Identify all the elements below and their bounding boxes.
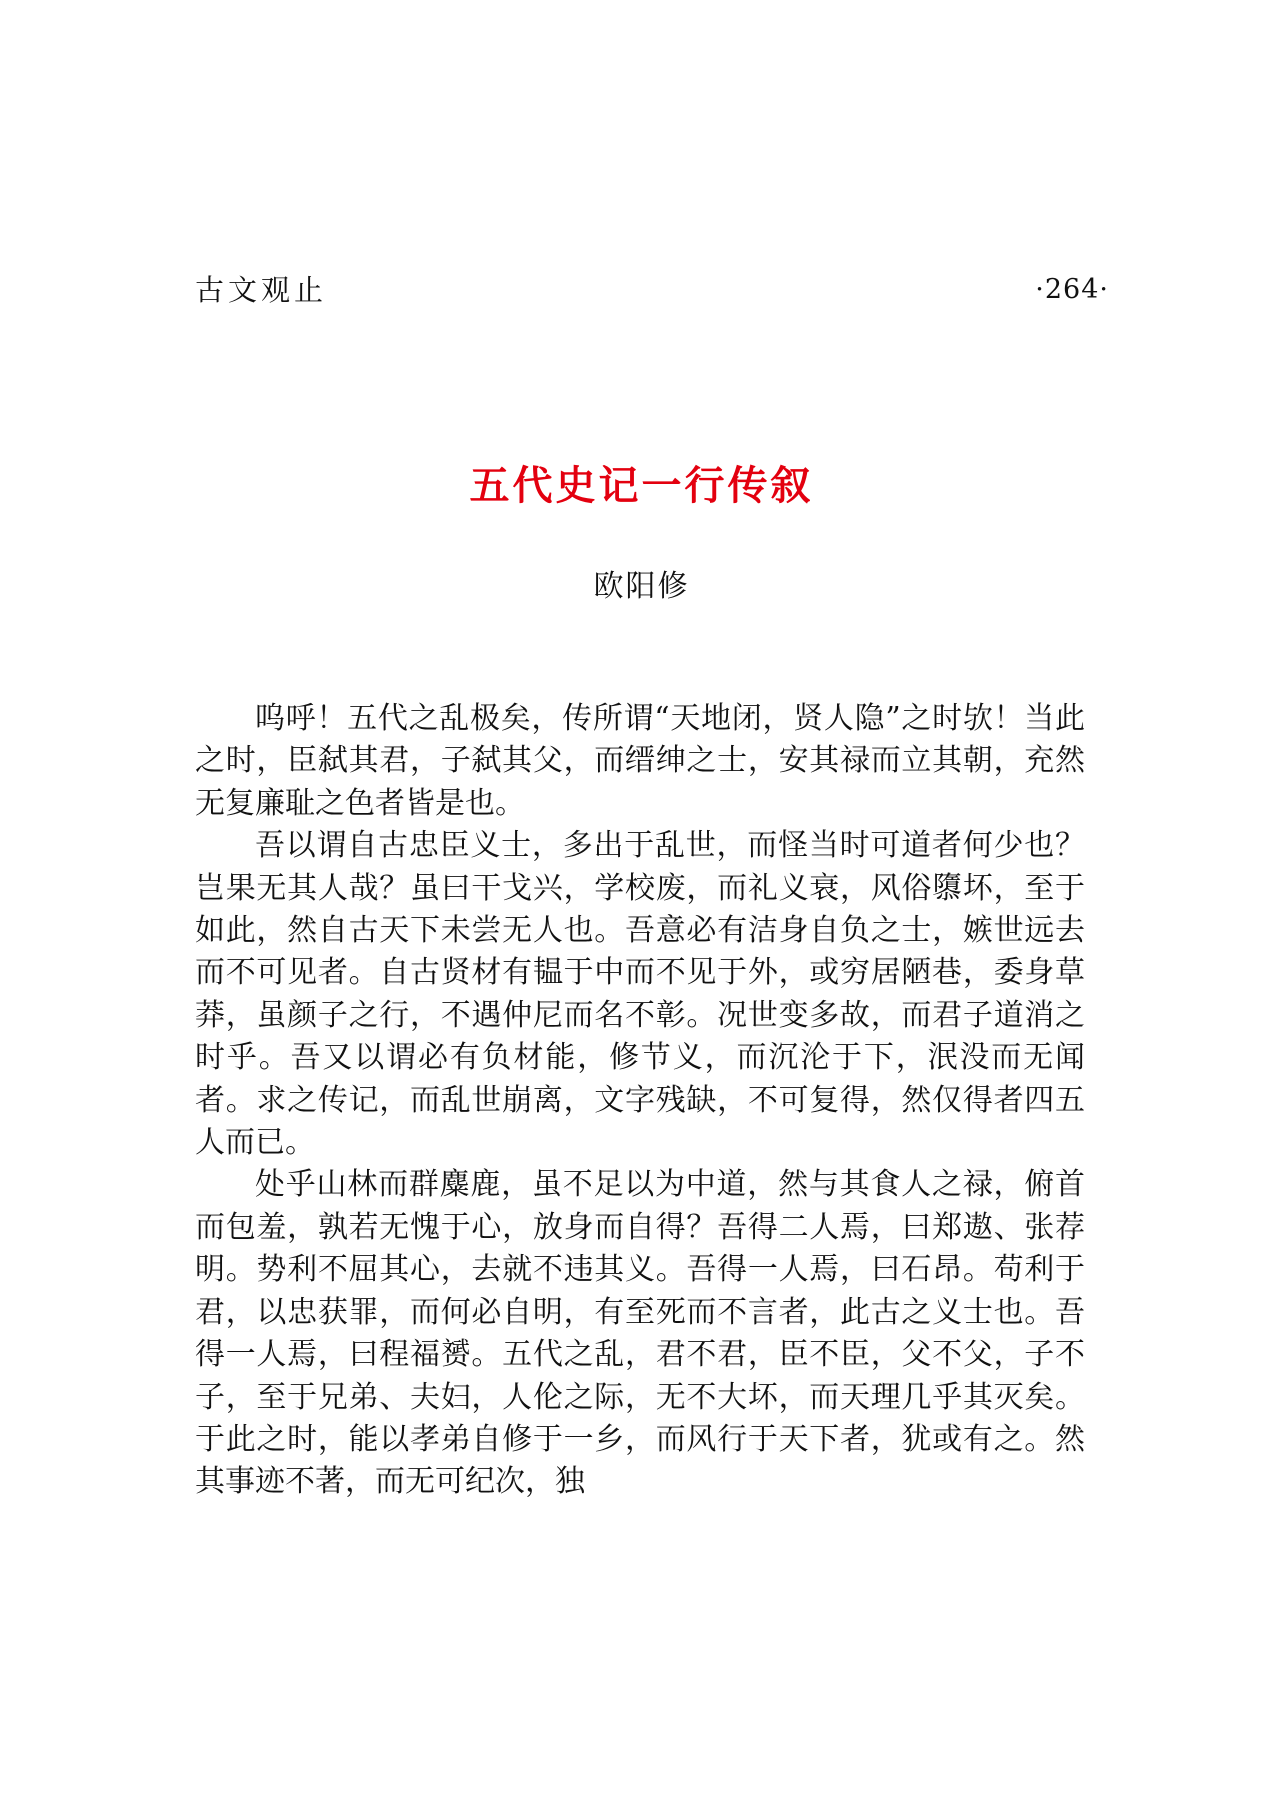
paragraph: 处乎山林而群麋鹿，虽不足以为中道，然与其食人之禄，俯首而包羞，孰若无愧于心，放身而自得？吾得二人焉，曰郑遨、张荐明。势利不屈其心，去就不违其义。吾得一人焉，曰石昂。苟利于君，以忠获罪，而何必自明，有至死而不言者，此古之义士也。吾得一人焉，曰程福赟。五代之乱，君不君，臣不臣，父不父，子不子，至于兄弟、夫妇，人伦之际，无不大坏，而天理几乎其灭矣。于此之时，能以孝弟自修于一乡，而风行于天下者，犹或有之。然其事迹不著，而无可纪次，独	[195, 1167, 1085, 1500]
article-author: 欧阳修	[593, 569, 690, 604]
running-header-book-title: 古文观止	[195, 273, 328, 307]
page-number: ·264·	[1035, 274, 1109, 305]
article-title: 五代史记一行传叙	[469, 463, 814, 509]
article-body	[195, 698, 1085, 1504]
paragraph: 呜呼！五代之乱极矣，传所谓“天地闭，贤人隐”之时欤！当此之时，臣弑其君，子弑其父，而缙绅之士，安其禄而立其朝，充然无复廉耻之色者皆是也。	[195, 701, 1085, 821]
paragraph: 吾以谓自古忠臣义士，多出于乱世，而怪当时可道者何少也？岂果无其人哉？虽曰干戈兴，学校废，而礼义衰，风俗隳坏，至于如此，然自古天下未尝无人也。吾意必有洁身自负之士，嫉世远去而不可见者。自古贤材有韫于中而不见于外，或穷居陋巷，委身草莽，虽颜子之行，不遇仲尼而名不彰。况世变多故，而君子道消之时乎。吾又以谓必有负材能，修节义，而沉沦于下，泯没而无闻者。求之传记，而乱世崩离，文字残缺，不可复得，然仅得者四五人而已。	[195, 828, 1085, 1161]
